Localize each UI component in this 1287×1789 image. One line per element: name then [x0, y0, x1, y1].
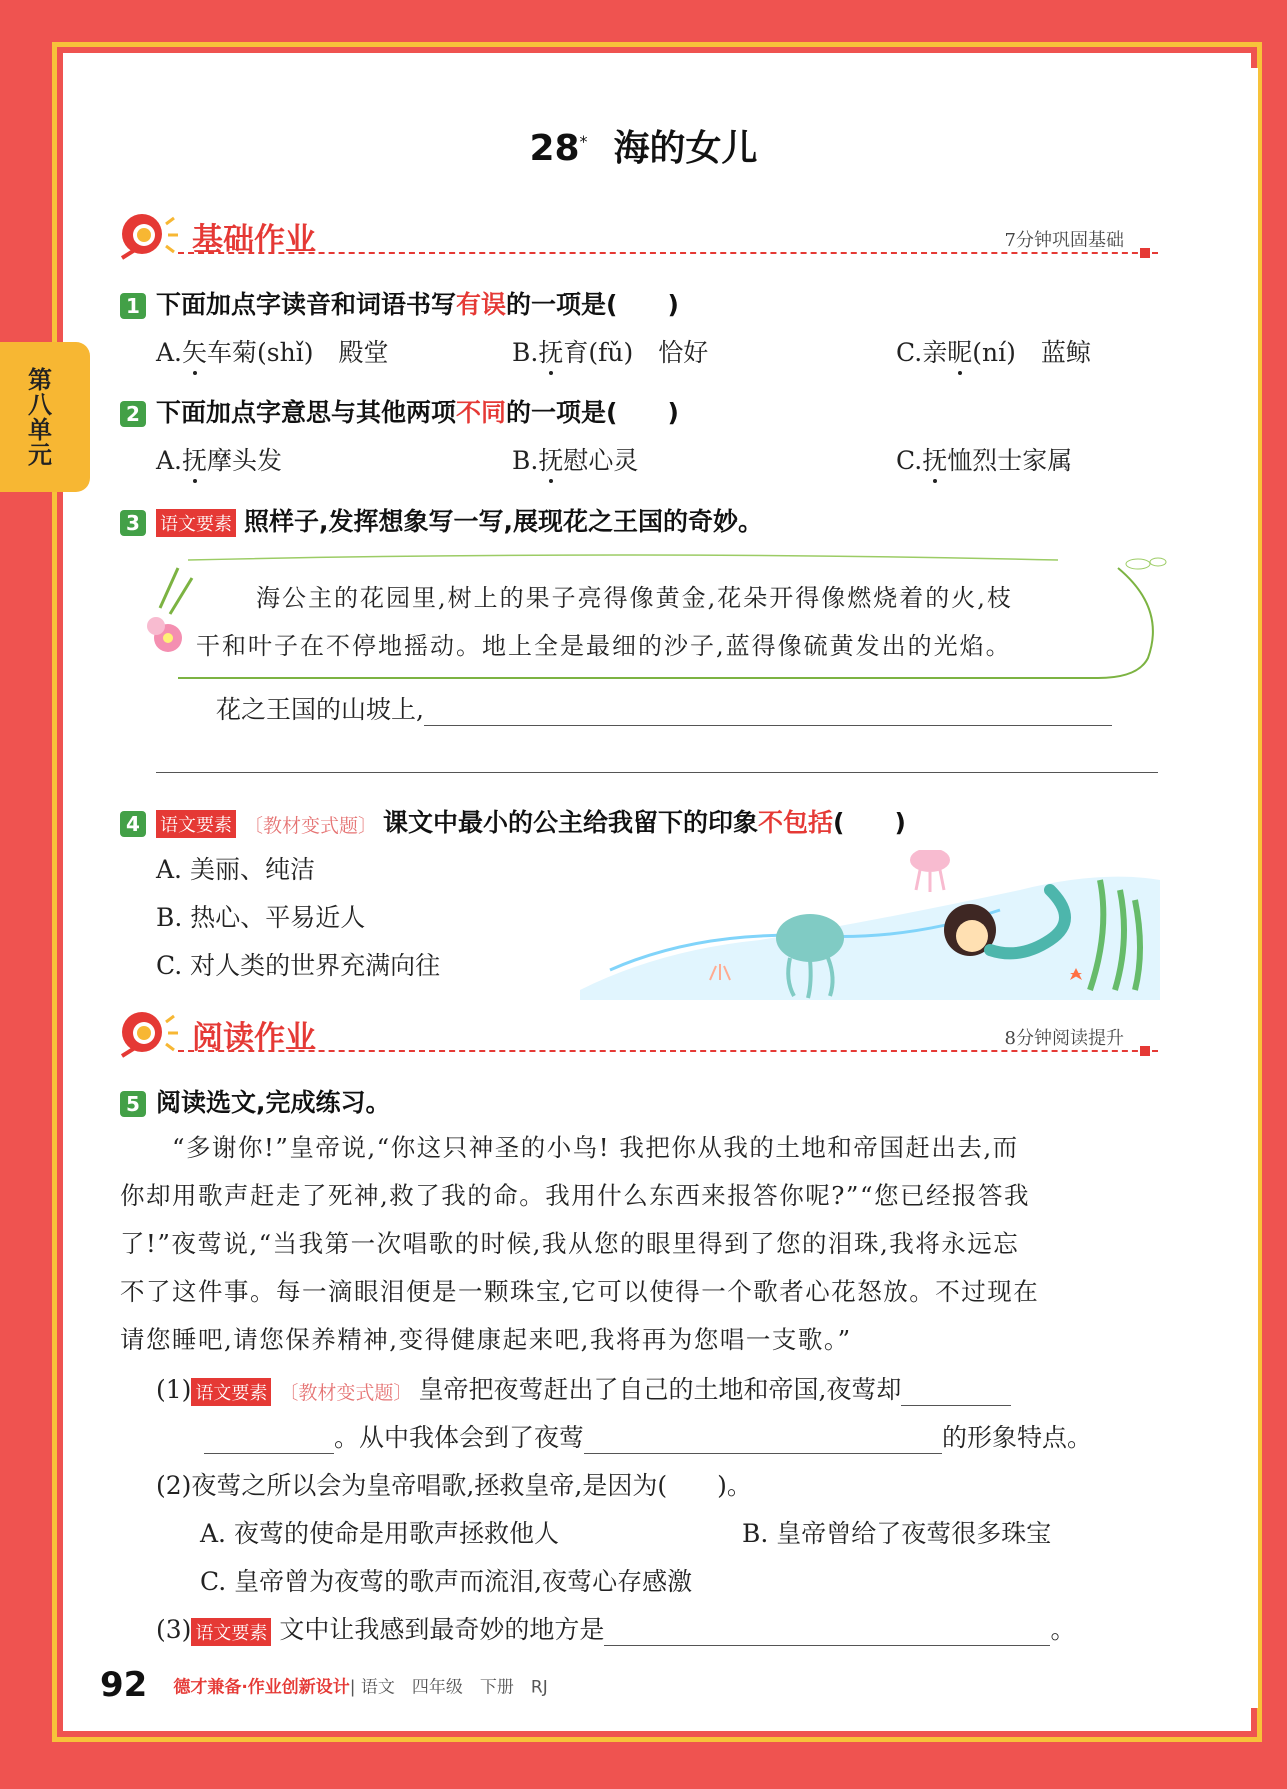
section-rule [178, 1050, 1158, 1052]
skill-tag: 语文要素 [156, 810, 236, 838]
option-text: 慰心灵 [563, 446, 639, 475]
variant-tag: 〔教材变式题〕 [244, 814, 378, 837]
option-letter: C. [896, 446, 923, 475]
question-text-end: 的一项是( ) [506, 290, 679, 319]
question-number: 1 [120, 293, 146, 319]
unit-tab-label: 第八单元 [23, 367, 52, 467]
skill-tag: 语文要素 [191, 1618, 271, 1646]
sub-question-1-cont [204, 1418, 1092, 1454]
question-number: 4 [120, 811, 146, 837]
sub-number: (2) [156, 1471, 192, 1500]
sample-passage-line-2: 干和叶子在不停地摇动。地上全是最细的沙子,蓝得像硫黄发出的光焰。 [196, 632, 1012, 660]
question-number: 2 [120, 401, 146, 427]
sub-number: (3) [156, 1615, 192, 1644]
question-1 [120, 285, 679, 321]
question-text: 阅读选文,完成练习。 [156, 1088, 391, 1117]
sub-question-2 [156, 1466, 752, 1502]
passage-line: “多谢你!”皇帝说,“你这只神圣的小鸟! 我把你从我的土地和帝国赶出去,而 [172, 1133, 1019, 1162]
dotted-char: 矢 [182, 338, 208, 367]
option-text: 亲 [922, 338, 948, 367]
passage-line: 不了这件事。每一滴眼泪便是一颗珠宝,它可以使得一个歌者心花怒放。不过现在 [120, 1277, 1040, 1306]
section-header-reading [118, 1006, 1158, 1062]
unit-tab [0, 342, 90, 492]
question-emphasis: 不包括 [758, 808, 834, 837]
dotted-char: 抚 [538, 338, 564, 367]
skill-tag: 语文要素 [156, 509, 236, 537]
sub-question-3 [156, 1610, 1075, 1646]
question-text: 照样子,发挥想象写一写,展现花之王国的奇妙。 [244, 507, 763, 536]
option-letter: B. [512, 446, 539, 475]
variant-tag: 〔教材变式题〕 [279, 1382, 413, 1404]
q4-option-a[interactable]: A. 美丽、纯洁 [156, 855, 315, 884]
answer-blank[interactable] [424, 695, 1112, 726]
sub2-option-a[interactable]: A. 夜莺的使命是用歌声拯救他人 [200, 1519, 559, 1548]
skill-tag: 语文要素 [191, 1378, 271, 1406]
sample-passage-line-1: 海公主的花园里,树上的果子亮得像黄金,花朵开得像燃烧着的火,枝 [256, 584, 1013, 612]
page-number: 92 [100, 1665, 148, 1705]
option-text: 车菊(shǐ) 殿堂 [207, 338, 389, 367]
question-text: 下面加点字读音和词语书写 [156, 290, 457, 319]
question-3 [120, 502, 763, 538]
megaphone-icon [118, 208, 180, 264]
q1-option-b[interactable] [512, 333, 708, 369]
passage-line: 请您睡吧,请您保养精神,变得健康起来吧,我将再为您唱一支歌。” [120, 1325, 852, 1354]
dotted-char: 昵 [947, 338, 973, 367]
option-letter: A. [156, 446, 183, 475]
question-text: 课文中最小的公主给我留下的印象 [383, 808, 759, 837]
option-text: 摩头发 [207, 446, 283, 475]
reading-passage [120, 1124, 1160, 1364]
option-text: 育(fǔ) 恰好 [563, 338, 709, 367]
q2-option-a[interactable] [156, 441, 282, 477]
lesson-title: 海的女儿 [613, 128, 758, 169]
mermaid-illustration [580, 850, 1160, 1000]
megaphone-icon [118, 1006, 180, 1062]
sub-text: 皇帝把夜莺赶出了自己的土地和帝国,夜莺却 [418, 1375, 902, 1404]
question-number: 5 [120, 1091, 146, 1117]
option-letter: A. [156, 338, 183, 367]
question-text-end: 的一项是( ) [506, 398, 679, 427]
section-header-basic [118, 208, 1158, 264]
section-rule-end [1140, 248, 1150, 258]
sub2-option-b[interactable]: B. 皇帝曾给了夜莺很多珠宝 [742, 1519, 1052, 1548]
q1-option-a[interactable] [156, 333, 388, 369]
section-rule [178, 252, 1158, 254]
page-footer [100, 1665, 548, 1705]
passage-line: 了!”夜莺说,“当我第一次唱歌的时候,我从您的眼里得到了您的泪珠,我将永远忘 [120, 1229, 1020, 1258]
dotted-char: 抚 [182, 446, 208, 475]
section-note: 8分钟阅读提升 [1004, 1028, 1124, 1049]
sub-number: (1) [156, 1375, 192, 1404]
question-emphasis: 不同 [456, 398, 507, 427]
lesson-number: 28 [529, 128, 580, 169]
question-number: 3 [120, 510, 146, 536]
writing-prompt [216, 690, 1112, 726]
option-text: 恤烈士家属 [947, 446, 1073, 475]
question-text: 下面加点字意思与其他两项 [156, 398, 457, 427]
sub-text: 。从中我体会到了夜莺 [334, 1423, 585, 1452]
page-title [0, 120, 1287, 171]
section-label: 基础作业 [192, 222, 316, 258]
option-letter: C. [896, 338, 923, 367]
sub-text-end: 。 [1050, 1615, 1076, 1644]
section-label: 阅读作业 [192, 1020, 316, 1056]
answer-blank[interactable] [204, 1425, 334, 1454]
question-5 [120, 1083, 391, 1119]
prompt-text: 花之王国的山坡上, [216, 695, 424, 724]
q4-option-b[interactable]: B. 热心、平易近人 [156, 903, 366, 932]
section-rule-end [1140, 1046, 1150, 1056]
q1-option-c[interactable] [896, 333, 1091, 369]
q2-option-c[interactable] [896, 441, 1072, 477]
answer-blank[interactable] [604, 1617, 1050, 1646]
sub-text: 文中让我感到最奇妙的地方是 [279, 1615, 605, 1644]
passage-line: 你却用歌声赶走了死神,救了我的命。我用什么东西来报答你呢?”“您已经报答我 [120, 1181, 1030, 1210]
question-text-end: ( ) [833, 808, 906, 837]
sub-question-1 [156, 1370, 1011, 1406]
option-text: (ní) 蓝鲸 [972, 338, 1091, 367]
section-note: 7分钟巩固基础 [1004, 230, 1124, 251]
question-2 [120, 393, 679, 429]
answer-blank-line-2[interactable] [156, 742, 1158, 773]
sub2-option-c[interactable]: C. 皇帝曾为夜莺的歌声而流泪,夜莺心存感激 [200, 1567, 693, 1596]
footer-meta: | 语文 四年级 下册 RJ [349, 1677, 548, 1698]
question-4 [120, 803, 906, 839]
q2-option-b[interactable] [512, 441, 638, 477]
answer-blank[interactable] [901, 1377, 1011, 1406]
footer-brand: 德才兼备·作业创新设计 [173, 1677, 350, 1698]
sub-text: 的形象特点。 [942, 1423, 1093, 1452]
option-letter: B. [512, 338, 539, 367]
q4-option-c[interactable]: C. 对人类的世界充满向往 [156, 951, 441, 980]
dotted-char: 抚 [538, 446, 564, 475]
lesson-mark: * [579, 132, 588, 151]
sub-text: 夜莺之所以会为皇帝唱歌,拯救皇帝,是因为( )。 [191, 1471, 752, 1500]
answer-blank[interactable] [584, 1425, 942, 1454]
question-emphasis: 有误 [456, 290, 507, 319]
dotted-char: 抚 [922, 446, 948, 475]
